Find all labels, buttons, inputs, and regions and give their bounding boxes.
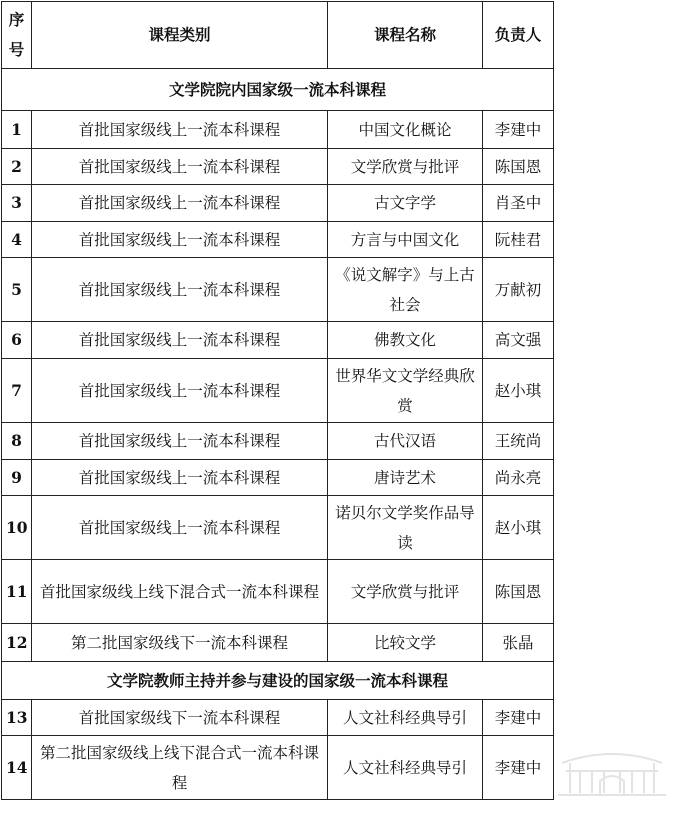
table-row — [2, 460, 554, 496]
table-row — [2, 700, 554, 736]
row-category: 首批国家级线上一流本科课程 — [32, 496, 328, 560]
row-lead: 高文强 — [483, 322, 554, 359]
row-course: 古文字学 — [328, 185, 483, 222]
row-course: 诺贝尔文学奖作品导读 — [328, 496, 483, 560]
row-index: 9 — [2, 460, 32, 496]
row-category: 首批国家级线上一流本科课程 — [32, 322, 328, 359]
row-course: 古代汉语 — [328, 423, 483, 460]
row-lead: 王统尚 — [483, 423, 554, 460]
row-category: 首批国家级线上线下混合式一流本科课程 — [32, 560, 328, 624]
row-index: 2 — [2, 149, 32, 185]
header-category: 课程类别 — [32, 2, 328, 69]
table-row — [2, 222, 554, 258]
row-lead: 尚永亮 — [483, 460, 554, 496]
row-course: 佛教文化 — [328, 322, 483, 359]
row-lead: 赵小琪 — [483, 359, 554, 423]
row-category: 首批国家级线下一流本科课程 — [32, 700, 328, 736]
building-watermark-icon — [556, 741, 668, 803]
row-index: 4 — [2, 222, 32, 258]
row-category: 第二批国家级线下一流本科课程 — [32, 624, 328, 662]
row-course: 中国文化概论 — [328, 111, 483, 149]
row-course: 《说文解字》与上古社会 — [328, 258, 483, 322]
row-course: 文学欣赏与批评 — [328, 560, 483, 624]
section-row — [2, 662, 554, 700]
row-category: 首批国家级线上一流本科课程 — [32, 222, 328, 258]
header-index: 序号 — [2, 2, 32, 69]
header-row — [2, 2, 554, 69]
row-course: 唐诗艺术 — [328, 460, 483, 496]
row-index: 10 — [2, 496, 32, 560]
table-row — [2, 359, 554, 423]
section-row — [2, 69, 554, 111]
table-row — [2, 185, 554, 222]
row-index: 5 — [2, 258, 32, 322]
row-course: 方言与中国文化 — [328, 222, 483, 258]
header-lead: 负责人 — [483, 2, 554, 69]
row-index: 12 — [2, 624, 32, 662]
table-row — [2, 624, 554, 662]
table-row — [2, 496, 554, 560]
row-category: 首批国家级线上一流本科课程 — [32, 359, 328, 423]
table-row — [2, 560, 554, 624]
row-course: 人文社科经典导引 — [328, 736, 483, 800]
row-course: 文学欣赏与批评 — [328, 149, 483, 185]
row-course: 人文社科经典导引 — [328, 700, 483, 736]
header-course: 课程名称 — [328, 2, 483, 69]
row-lead: 李建中 — [483, 700, 554, 736]
table-row — [2, 258, 554, 322]
row-index: 13 — [2, 700, 32, 736]
row-lead: 陈国恩 — [483, 149, 554, 185]
table-row — [2, 149, 554, 185]
course-table — [1, 1, 554, 800]
row-category: 第二批国家级线上线下混合式一流本科课程 — [32, 736, 328, 800]
row-lead: 陈国恩 — [483, 560, 554, 624]
row-category: 首批国家级线上一流本科课程 — [32, 423, 328, 460]
row-lead: 李建中 — [483, 111, 554, 149]
table-row — [2, 111, 554, 149]
row-index: 8 — [2, 423, 32, 460]
row-lead: 赵小琪 — [483, 496, 554, 560]
row-category: 首批国家级线上一流本科课程 — [32, 111, 328, 149]
row-lead: 阮桂君 — [483, 222, 554, 258]
row-lead: 肖圣中 — [483, 185, 554, 222]
row-category: 首批国家级线上一流本科课程 — [32, 185, 328, 222]
row-category: 首批国家级线上一流本科课程 — [32, 258, 328, 322]
table-row — [2, 736, 554, 800]
row-course: 世界华文文学经典欣赏 — [328, 359, 483, 423]
row-lead: 张晶 — [483, 624, 554, 662]
row-index: 6 — [2, 322, 32, 359]
row-lead: 李建中 — [483, 736, 554, 800]
table-row — [2, 423, 554, 460]
row-index: 14 — [2, 736, 32, 800]
row-category: 首批国家级线上一流本科课程 — [32, 460, 328, 496]
row-index: 7 — [2, 359, 32, 423]
row-lead: 万献初 — [483, 258, 554, 322]
section-title: 文学院院内国家级一流本科课程 — [2, 69, 554, 111]
row-category: 首批国家级线上一流本科课程 — [32, 149, 328, 185]
row-index: 1 — [2, 111, 32, 149]
row-course: 比较文学 — [328, 624, 483, 662]
table-row — [2, 322, 554, 359]
row-index: 3 — [2, 185, 32, 222]
section-title: 文学院教师主持并参与建设的国家级一流本科课程 — [2, 662, 554, 700]
row-index: 11 — [2, 560, 32, 624]
